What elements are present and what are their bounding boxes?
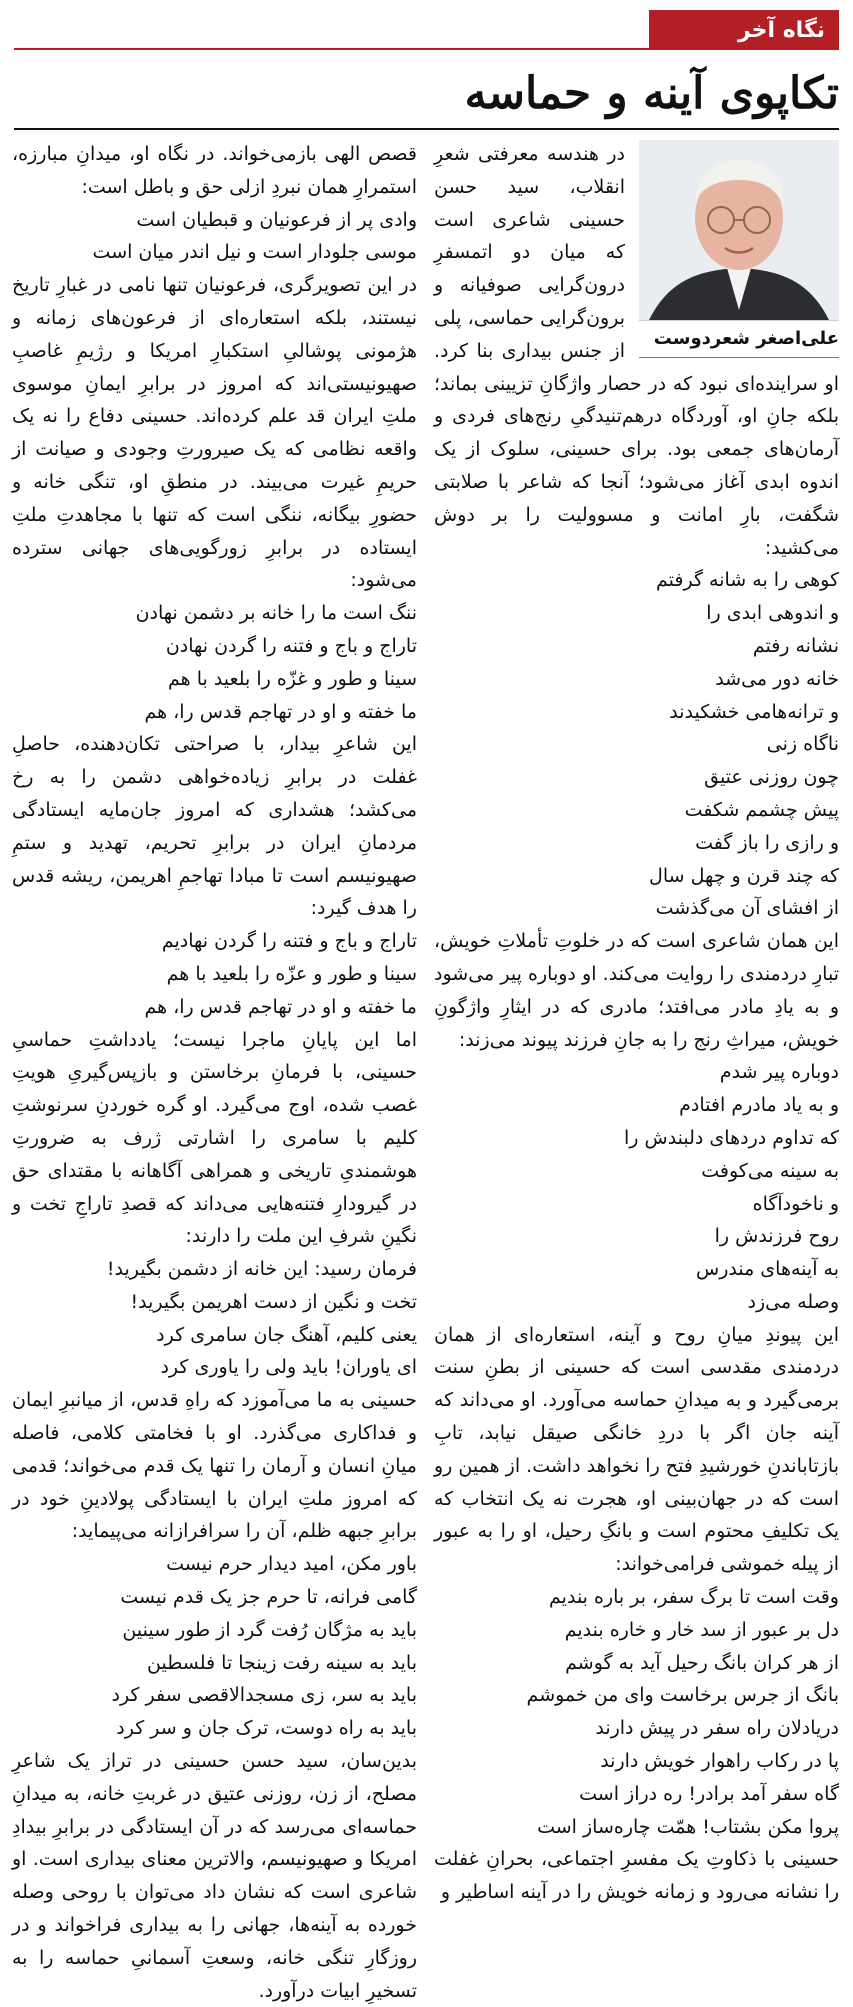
poem-line: از هر کران بانگ رحیل آید به گوشم [565, 1651, 839, 1674]
poem-line: وقت است تا برگ سفر، بر باره بندیم [549, 1586, 839, 1609]
poem-line: به سینه می‌کوفت [701, 1159, 839, 1182]
poem-line: ننگ است ما را خانه بر دشمن نهادن [135, 602, 417, 625]
poem-line: باید به راه دوست، ترک جان و سر کرد [116, 1717, 417, 1740]
paragraph: قصص الهی بازمی‌خواند. در نگاه او، میدانِ مبارزه، استمرارِ همان نبردِ ازلی حق و باطل است: [12, 143, 417, 198]
poem-line: باور مکن، امید دیدار حرم نیست [166, 1553, 417, 1576]
title-rule [14, 128, 839, 130]
section-label: نگاه آخر [649, 10, 839, 50]
poem-line: تاراج و باج و فتنه را گردن نهادیم [161, 930, 417, 953]
poem-line: پروا مکن بشتاب! همّت چاره‌ساز است [537, 1815, 839, 1838]
poem-line: دریادلان راه سفر در پیش دارند [595, 1717, 839, 1740]
poem-line: نشانه رفتم [752, 634, 839, 657]
poem-line: گاه سفر آمد برادر! ره دراز است [579, 1782, 839, 1805]
right-column-text [434, 138, 839, 1909]
poem-line: که چند قرن و چهل سال [649, 864, 839, 887]
poem-line: و اندوهی ابدی را [706, 602, 839, 625]
poem-line: خانه دور می‌شد [715, 667, 839, 690]
poem-line: دوباره پیر شدم [719, 1061, 839, 1084]
poem-line: و ترانه‌هامی خشکیدند [669, 700, 839, 723]
author-box [639, 140, 839, 358]
poem-line: وصله می‌زد [747, 1290, 839, 1313]
poem-line: و به یاد مادرم افتادم [679, 1094, 839, 1117]
poem-line: باید به سر، زی مسجدالاقصی سفر کرد [111, 1684, 417, 1707]
paragraph: حسینی به ما می‌آموزد که راهِ قدس، از میانبرِ ایمان و فداکاری می‌گذرد. او با فخامتی کلامی، فاصله میانِ انسان و آرمان را تنها یک قدم می‌خواند؛ قدمی که امروز ملتِ ایران با ایستادگی پولادینِ خود در برابرِ جبهه ظلم، آن را سرافرازانه می‌پیماید: [12, 1389, 417, 1543]
poem-line: وادی پر از فرعونیان و قبطیان است [136, 208, 417, 231]
left-column [12, 138, 417, 2007]
poem-line: باید به مژگان رُفت گرد از طور سینین [122, 1618, 417, 1641]
poem-line: سینا و طور و غزّه را بلعید با هم [168, 667, 417, 690]
poem-line: باید به سینه رفت زینجا تا فلسطین [147, 1651, 417, 1674]
author-photo [639, 140, 839, 321]
poem-line: ما خفته و او در تهاجم قدس را، هم [144, 700, 417, 723]
poem-line: گامی فرانه، تا حرم جز یک قدم نیست [120, 1586, 417, 1609]
poem-line: تاراج و باج و فتنه را گردن نهادن [165, 634, 417, 657]
left-column-text [12, 138, 417, 2007]
poem-line: ناگاه زنی [766, 733, 839, 756]
paragraph: در این تصویرگری، فرعونیان تنها نامی در غبارِ تاریخ نیستند، بلکه استعاره‌ای از فرعون‌های زمانه و هژمونی پوشالیِ استکبارِ امریکا و رژیمِ غاصبِ صهیونیستی‌اند که امروز در برابرِ ایمانِ موسوی ملتِ ایران قد علم کرده‌اند. حسینی دفاع را نه یک واقعه نظامی که یک صیرورتِ وجودی و صیانت از حریمِ غیرت می‌بیند. در منطقِ او، تنگی خانه و حضورِ بیگانه، ننگی است که تنها با مجاهدتِ ملتِ ایستاده در برابرِ زورگویی‌های جهانی سترده می‌شود: [12, 274, 417, 592]
right-column [434, 138, 839, 1909]
poem-line: و رازی را باز گفت [695, 831, 839, 854]
paragraph: در هندسه معرفتی شعرِ انقلاب، سید حسن حسینی شاعری است که میان دو اتمسفرِ درون‌گرایی صوفیانه و برون‌گرایی حماسی، پلی از جنس بیداری بنا کرد. او سراینده‌ای نبود که در حصار واژگانِ تزیینی بماند؛ بلکه جانِ او، آوردگاه درهم‌تنیدگیِ رنج‌های فردی و آرمان‌های جمعی بود. برای حسینی، سلوک از یک اندوه ابدی آغاز می‌شود؛ آنجا که شاعر با صلابتی شگفت، بارِ امانت و مسوولیت را بر دوش می‌کشید: [434, 143, 839, 559]
poem-line: فرمان رسید: این خانه از دشمن بگیرید! [106, 1258, 417, 1281]
paragraph: این شاعرِ بیدار، با صراحتی تکان‌دهنده، حاصلِ غفلت در برابرِ زیاده‌خواهی دشمن را به رخ می‌کشد؛ هشداری که امروز جان‌مایه ایستادگی مردمانِ ایران در برابرِ تحریم، تهدید و ستمِ صهیونیسم است تا مبادا تهاجمِ اهریمن، ریشه قدس را هدف گیرد: [12, 733, 417, 920]
poem-line: یعنی کلیم، آهنگ جان سامری کرد [156, 1323, 417, 1346]
paragraph: این همان شاعری است که در خلوتِ تأملاتِ خویش، تبارِ دردمندی را روایت می‌کند. او دوباره پیر می‌شود و به یادِ مادر می‌افتد؛ مادری که در ایثارِ واژگونِ خویش، میراثِ رنج را به جانِ فرزند پیوند می‌زند: [434, 930, 839, 1051]
poem-line: پا در رکاب راهوار خویش دارند [600, 1750, 839, 1773]
article-title: تکاپوی آینه و حماسه [464, 68, 839, 119]
poem-line: پیش چشمم شکفت [684, 798, 839, 821]
paragraph: بدین‌سان، سید حسن حسینی در تراز یک شاعرِ مصلح، از زن، روزنی عتیق در غربتِ خانه، به میدانِ حماسه‌ای می‌رسد که در آن ایستادگی در برابرِ بیدادِ امریکا و صهیونیسم، والاترین معنای بیداری است. او شاعری است که نشان داد می‌توان با روحی وصله خورده به آینه‌ها، جهانی را به بیداری فراخواند و در روزگارِ تنگی خانه، وسعتِ آسمانیِ حماسه را به تسخیرِ ابیات درآورد. [12, 1750, 417, 2002]
paragraph: این پیوندِ میانِ روح و آینه، استعاره‌ای از همان دردمندی مقدسی است که حسینی از بطنِ سنت برمی‌گیرد و به میدانِ حماسه می‌آورد. او می‌داند که آینه جان اگر با دردِ خانگی صیقل نیابد، تابِ بازتاباندنِ خورشیدِ فتح را نخواهد داشت. از همین رو است که در جهان‌بینی او، هجرت نه یک انتخاب که یک تکلیفِ محتوم است و بانگِ رحیل، او را به عبور از پیله خموشی فرامی‌خواند: [434, 1323, 839, 1576]
poem-line: بانگ از جرس برخاست وای من خموشم [526, 1684, 839, 1707]
poem-line: روح فرزندش را [714, 1225, 839, 1248]
portrait-illustration [639, 140, 839, 320]
poem-line: که تداوم دردهای دلبندش را [624, 1126, 839, 1149]
poem-line: ای یاوران! باید ولی را یاوری کرد [160, 1356, 417, 1379]
poem-line: موسی جلودار است و نیل اندر میان است [92, 241, 417, 264]
poem-line: به آینه‌های مندرس [696, 1258, 839, 1281]
poem-line: ما خفته و او در تهاجم قدس را، هم [144, 995, 417, 1018]
poem-line: و ناخودآگاه [752, 1192, 839, 1215]
paragraph: حسینی با ذکاوتِ یک مفسرِ اجتماعی، بحرانِ غفلت را نشانه می‌رود و زمانه خویش را در آینه اساطیر و [434, 1848, 839, 1904]
poem-line: سینا و طور و عزّه را بلعید با هم [166, 962, 417, 985]
author-name: علی‌اصغر شعردوست [639, 321, 839, 358]
paragraph: اما این پایانِ ماجرا نیست؛ یادداشتِ حماسیِ حسینی، با فرمانِ برخاستن و بازپس‌گیریِ هویتِ غصب شده، اوج می‌گیرد. او گره خوردنِ سرنوشتِ کلیم با سامری را اشارتی ژرف به ضرورتِ هوشمندیِ تاریخی و همراهی آگاهانه با مقتدای حق در گیرودارِ فتنه‌هایی می‌داند که قصدِ تاراجِ تخت و نگینِ شرفِ این ملت را دارند: [12, 1028, 417, 1248]
poem-line: از افشای آن می‌گذشت [655, 897, 839, 920]
poem-line: تخت و نگین از دست اهریمن بگیرید! [130, 1290, 417, 1313]
poem-line: چون روزنی عتیق [704, 766, 839, 789]
poem-line: دل بر عبور از سد خار و خاره بندیم [564, 1618, 839, 1641]
poem-line: کوهی را به شانه گرفتم [656, 569, 839, 592]
